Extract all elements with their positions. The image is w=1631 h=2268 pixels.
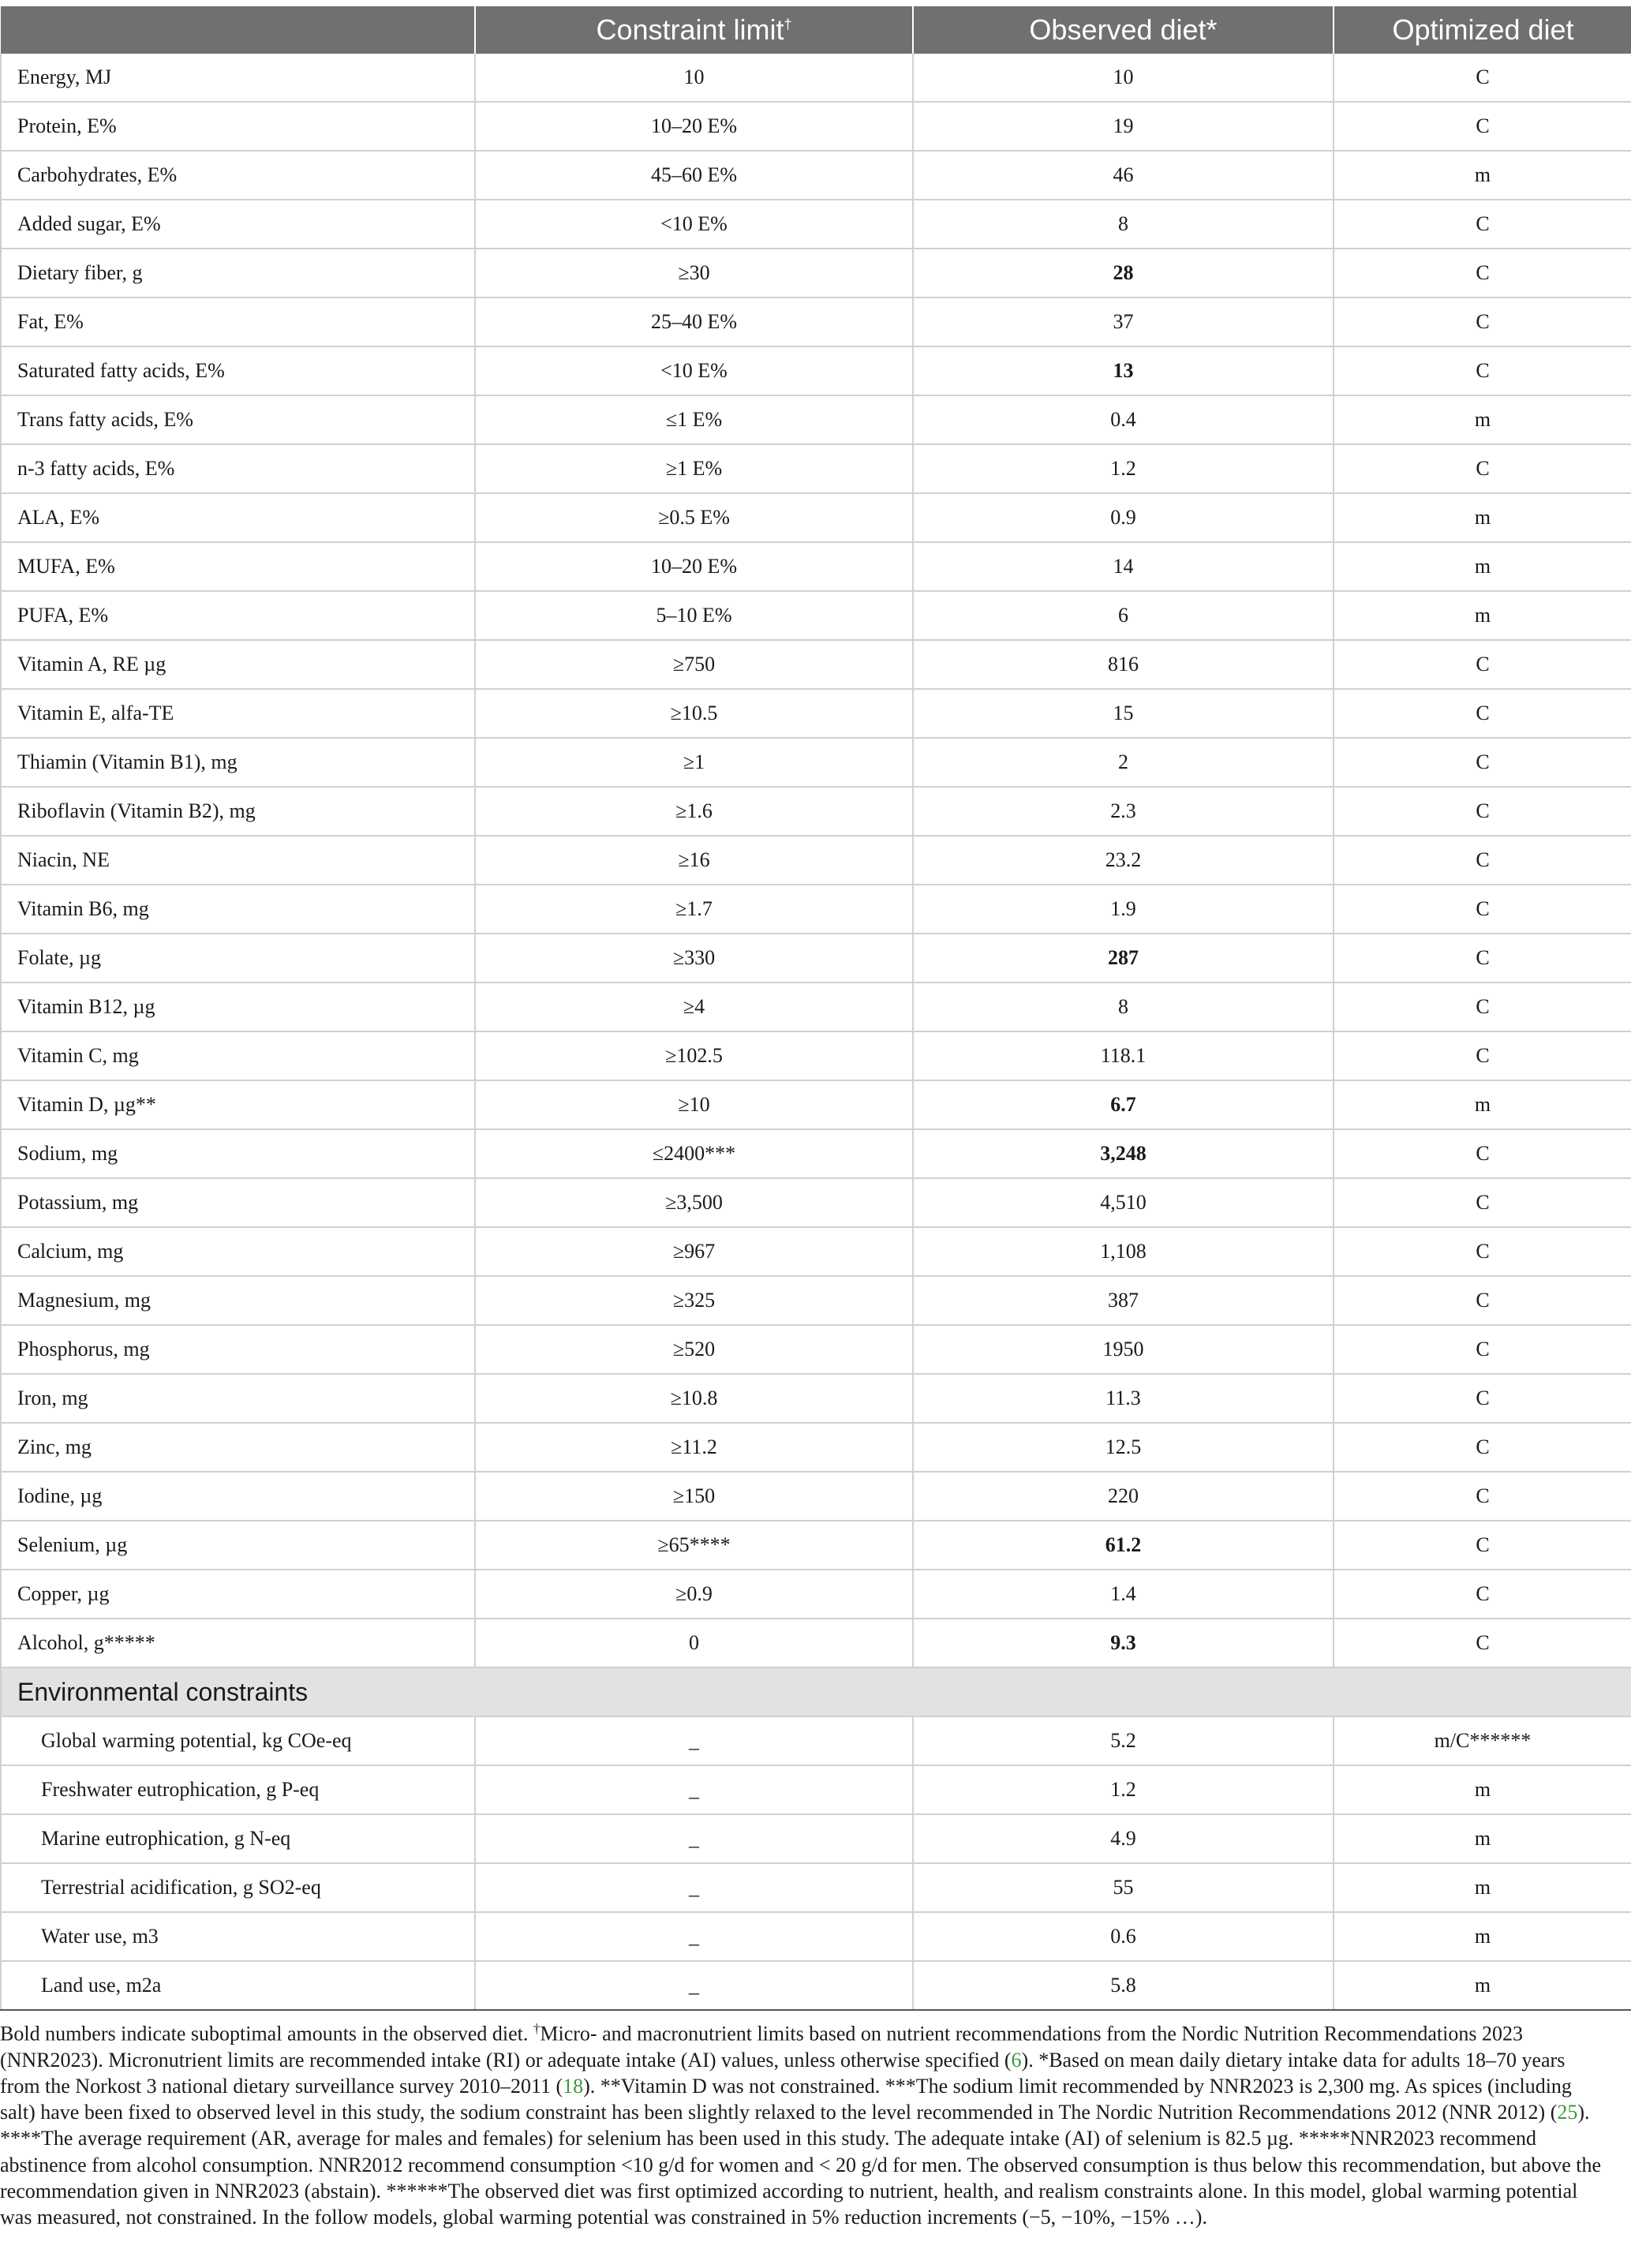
dagger-mark: † [784,17,792,32]
header-optimized-diet: Optimized diet [1334,6,1631,54]
observed-diet-value: 1.4 [913,1570,1334,1619]
footnote-text-5: ). ****The average requirement (AR, average for males and females) for selenium has been used in this study. The adequate intake (AI) of selenium is 82.5 µg. *****NNR2023 recommend abstinence from alcohol consumption. NNR2012 recommend consumption <10 g/d for women and < 20 g/d for men. The observed consumption is thus below this recommendation, but above the recommendation given in NNR2023 (abstain). ******The observed diet was first optimized according to nutrient, health, and realism constraints alone. In this model, global warming potential was measured, not constrained. In the follow models, global warming potential was constrained in 5% reduction increments (−5, −10%, −15% …). [0,2101,1602,2229]
environmental-label: Global warming potential, kg COe-eq [1,1716,475,1765]
table-row [1,1423,1631,1472]
table-row [1,1765,1631,1814]
observed-diet-value: 118.1 [913,1031,1334,1080]
table-row [1,542,1631,591]
constraint-limit-value: ≥967 [475,1227,913,1276]
header-observed-diet: Observed diet* [913,6,1334,54]
optimized-diet-value: C [1334,1521,1631,1570]
constraint-limit-value: _ [475,1814,913,1863]
table-row [1,444,1631,493]
observed-diet-value: 61.2 [913,1521,1334,1570]
observed-diet-value: 11.3 [913,1374,1334,1423]
table-row [1,1227,1631,1276]
observed-diet-value: 6.7 [913,1080,1334,1129]
observed-diet-value: 28 [913,249,1334,298]
observed-diet-value: 10 [913,54,1334,102]
constraint-limit-value: 45–60 E% [475,151,913,200]
optimized-diet-value: C [1334,1619,1631,1667]
constraint-limit-value: _ [475,1912,913,1961]
table-row [1,640,1631,689]
constraint-limit-value: 10–20 E% [475,102,913,151]
optimized-diet-value: C [1334,1129,1631,1178]
footnote-text-2: Micro- and macronutrient limits based on nutrient recommendations from the Nordic Nutrition Recommendations 2023 (NNR2023). Micronutrient limits are recommended intake (RI) or adequate intake (AI) values, unless otherwise specified ( [0,2022,1523,2072]
reference-link-25[interactable]: 25 [1557,2101,1578,2124]
table-row [1,1472,1631,1521]
optimized-diet-value: m [1334,493,1631,542]
observed-diet-value: 1.2 [913,1765,1334,1814]
constraint-limit-value: ≥16 [475,836,913,885]
constraint-limit-value: ≥0.9 [475,1570,913,1619]
optimized-diet-value: C [1334,1570,1631,1619]
optimized-diet-value: m [1334,591,1631,640]
observed-diet-value: 3,248 [913,1129,1334,1178]
constraint-limit-value: _ [475,1765,913,1814]
table-row [1,1619,1631,1667]
optimized-diet-value: C [1334,200,1631,249]
constraint-limit-value: ≥750 [475,640,913,689]
table-row [1,787,1631,836]
header-constraint-limit-label: Constraint limit [596,13,784,46]
optimized-diet-value: C [1334,1472,1631,1521]
nutrient-label: Magnesium, mg [1,1276,475,1325]
constraint-limit-value: ≥150 [475,1472,913,1521]
constraint-limit-value: 10–20 E% [475,542,913,591]
table-row [1,249,1631,298]
observed-diet-value: 6 [913,591,1334,640]
nutrient-label: Vitamin C, mg [1,1031,475,1080]
table-row [1,102,1631,151]
constraint-limit-value: ≤2400*** [475,1129,913,1178]
section-label: Environmental constraints [1,1667,1631,1716]
nutrient-label: Vitamin B12, µg [1,982,475,1031]
observed-diet-value: 55 [913,1863,1334,1912]
nutrient-label: Carbohydrates, E% [1,151,475,200]
observed-diet-value: 37 [913,298,1334,346]
optimized-diet-value: m [1334,1863,1631,1912]
nutrient-label: Vitamin B6, mg [1,885,475,934]
optimized-diet-value: C [1334,54,1631,102]
observed-diet-value: 387 [913,1276,1334,1325]
constraint-limit-value: ≥65**** [475,1521,913,1570]
table-row [1,1325,1631,1374]
table-row [1,493,1631,542]
nutrient-label: Vitamin A, RE µg [1,640,475,689]
optimized-diet-value: m [1334,1912,1631,1961]
reference-link-6[interactable]: 6 [1011,2048,1022,2072]
constraint-limit-value: ≥1.6 [475,787,913,836]
environmental-label: Terrestrial acidification, g SO2-eq [1,1863,475,1912]
constraint-limit-value: ≥10.5 [475,689,913,738]
optimized-diet-value: C [1334,885,1631,934]
table-row [1,982,1631,1031]
nutrient-label: Thiamin (Vitamin B1), mg [1,738,475,787]
observed-diet-value: 8 [913,982,1334,1031]
table-row [1,1961,1631,2010]
observed-diet-value: 1950 [913,1325,1334,1374]
table-row [1,689,1631,738]
optimized-diet-value: C [1334,934,1631,982]
table-row [1,1716,1631,1765]
table-header-row [1,6,1631,54]
optimized-diet-value: C [1334,1031,1631,1080]
nutrient-label: Calcium, mg [1,1227,475,1276]
optimized-diet-value: C [1334,1178,1631,1227]
nutrient-label: Potassium, mg [1,1178,475,1227]
table-row [1,298,1631,346]
environmental-label: Water use, m3 [1,1912,475,1961]
nutrient-label: ALA, E% [1,493,475,542]
constraint-limit-value: 25–40 E% [475,298,913,346]
nutrient-label: Energy, MJ [1,54,475,102]
constraint-limit-value: ≥1 [475,738,913,787]
table-row [1,1814,1631,1863]
table-row [1,395,1631,444]
observed-diet-value: 4.9 [913,1814,1334,1863]
nutrient-label: Trans fatty acids, E% [1,395,475,444]
table-row [1,1374,1631,1423]
table-row [1,1570,1631,1619]
nutrient-label: Zinc, mg [1,1423,475,1472]
nutrient-label: Copper, µg [1,1570,475,1619]
optimized-diet-value: C [1334,298,1631,346]
nutrient-label: Dietary fiber, g [1,249,475,298]
constraint-limit-value: _ [475,1716,913,1765]
optimized-diet-value: C [1334,1276,1631,1325]
table-row [1,200,1631,249]
observed-diet-value: 287 [913,934,1334,982]
constraint-limit-value: ≥330 [475,934,913,982]
observed-diet-value: 2 [913,738,1334,787]
header-constraint-limit [475,6,913,54]
optimized-diet-value: C [1334,102,1631,151]
observed-diet-value: 5.2 [913,1716,1334,1765]
table-row [1,591,1631,640]
observed-diet-value: 5.8 [913,1961,1334,2010]
table-row [1,1178,1631,1227]
observed-diet-value: 46 [913,151,1334,200]
optimized-diet-value: C [1334,249,1631,298]
nutrient-label: Selenium, µg [1,1521,475,1570]
nutrient-label: Niacin, NE [1,836,475,885]
nutrient-label: Saturated fatty acids, E% [1,346,475,395]
optimized-diet-value: C [1334,1325,1631,1374]
observed-diet-value: 0.9 [913,493,1334,542]
nutrient-label: Iron, mg [1,1374,475,1423]
optimized-diet-value: C [1334,1374,1631,1423]
optimized-diet-value: m [1334,395,1631,444]
environmental-label: Marine eutrophication, g N-eq [1,1814,475,1863]
nutrient-label: Added sugar, E% [1,200,475,249]
constraint-limit-value: ≥11.2 [475,1423,913,1472]
footnote-text-4: ). **Vitamin D was not constrained. ***The sodium limit recommended by NNR2023 is 2,300 mg. As spices (including salt) have been fixed to observed level in this study, the sodium constraint has been slightly relaxed to the level recommended in The Nordic Nutrition Recommendations 2012 (NNR 2012) ( [0,2075,1572,2124]
nutrient-label: n-3 fatty acids, E% [1,444,475,493]
nutrient-label: Phosphorus, mg [1,1325,475,1374]
section-row-environmental [1,1667,1631,1716]
constraint-limit-value: ≤1 E% [475,395,913,444]
observed-diet-value: 4,510 [913,1178,1334,1227]
observed-diet-value: 23.2 [913,836,1334,885]
constraint-limit-value: ≥325 [475,1276,913,1325]
constraint-limit-value: ≥10 [475,1080,913,1129]
table-row [1,1276,1631,1325]
table-row [1,885,1631,934]
optimized-diet-value: m [1334,542,1631,591]
footnote-text-3: ). *Based on mean daily dietary intake data for adults 18–70 years from the Norkost 3 national dietary surveillance survey 2010–2011 ( [0,2048,1566,2098]
environmental-label: Land use, m2a [1,1961,475,2010]
optimized-diet-value: m [1334,1080,1631,1129]
nutrient-label: Riboflavin (Vitamin B2), mg [1,787,475,836]
optimized-diet-value: m [1334,1765,1631,1814]
constraint-limit-value: _ [475,1961,913,2010]
observed-diet-value: 220 [913,1472,1334,1521]
table-footnote [0,2015,1610,2230]
nutrient-label: Protein, E% [1,102,475,151]
observed-diet-value: 816 [913,640,1334,689]
optimized-diet-value: m [1334,1814,1631,1863]
observed-diet-value: 1.2 [913,444,1334,493]
constraint-limit-value: _ [475,1863,913,1912]
table-row [1,738,1631,787]
optimized-diet-value: m [1334,151,1631,200]
optimized-diet-value: C [1334,346,1631,395]
nutrient-label: Fat, E% [1,298,475,346]
constraint-limit-value: <10 E% [475,346,913,395]
table-row [1,1521,1631,1570]
footnote-text-1: Bold numbers indicate suboptimal amounts in the observed diet. [0,2022,533,2045]
table-row [1,346,1631,395]
environmental-label: Freshwater eutrophication, g P-eq [1,1765,475,1814]
nutrient-label: Folate, µg [1,934,475,982]
optimized-diet-value: C [1334,982,1631,1031]
constraint-limit-value: 0 [475,1619,913,1667]
optimized-diet-value: C [1334,1423,1631,1472]
optimized-diet-value: m/C****** [1334,1716,1631,1765]
nutrient-label: Iodine, µg [1,1472,475,1521]
optimized-diet-value: C [1334,738,1631,787]
nutrient-constraints-table [0,6,1631,2011]
table-row [1,1080,1631,1129]
table-row [1,836,1631,885]
table-row [1,54,1631,102]
observed-diet-value: 2.3 [913,787,1334,836]
constraint-limit-value: 10 [475,54,913,102]
observed-diet-value: 9.3 [913,1619,1334,1667]
constraint-limit-value: ≥520 [475,1325,913,1374]
table-row [1,1031,1631,1080]
nutrient-label: PUFA, E% [1,591,475,640]
optimized-diet-value: C [1334,444,1631,493]
reference-link-18[interactable]: 18 [563,2075,584,2098]
header-nutrient [1,6,475,54]
optimized-diet-value: C [1334,1227,1631,1276]
constraint-limit-value: ≥102.5 [475,1031,913,1080]
table-row [1,1129,1631,1178]
table-row [1,1863,1631,1912]
table-row [1,934,1631,982]
nutrient-label: Alcohol, g***** [1,1619,475,1667]
nutrient-label: MUFA, E% [1,542,475,591]
constraint-limit-value: ≥4 [475,982,913,1031]
constraint-limit-value: ≥1 E% [475,444,913,493]
table-row [1,151,1631,200]
optimized-diet-value: C [1334,836,1631,885]
constraint-limit-value: 5–10 E% [475,591,913,640]
nutrient-label: Vitamin D, µg** [1,1080,475,1129]
nutrient-label: Vitamin E, alfa-TE [1,689,475,738]
observed-diet-value: 1.9 [913,885,1334,934]
constraint-limit-value: ≥30 [475,249,913,298]
optimized-diet-value: m [1334,1961,1631,2010]
nutrient-label: Sodium, mg [1,1129,475,1178]
observed-diet-value: 12.5 [913,1423,1334,1472]
constraint-limit-value: ≥10.8 [475,1374,913,1423]
observed-diet-value: 8 [913,200,1334,249]
observed-diet-value: 0.6 [913,1912,1334,1961]
observed-diet-value: 15 [913,689,1334,738]
observed-diet-value: 14 [913,542,1334,591]
observed-diet-value: 1,108 [913,1227,1334,1276]
observed-diet-value: 19 [913,102,1334,151]
constraint-limit-value: ≥1.7 [475,885,913,934]
observed-diet-value: 0.4 [913,395,1334,444]
constraint-limit-value: ≥0.5 E% [475,493,913,542]
footnote-dagger: † [533,2021,541,2036]
constraint-limit-value: ≥3,500 [475,1178,913,1227]
optimized-diet-value: C [1334,787,1631,836]
table-row [1,1912,1631,1961]
constraint-limit-value: <10 E% [475,200,913,249]
optimized-diet-value: C [1334,689,1631,738]
observed-diet-value: 13 [913,346,1334,395]
optimized-diet-value: C [1334,640,1631,689]
